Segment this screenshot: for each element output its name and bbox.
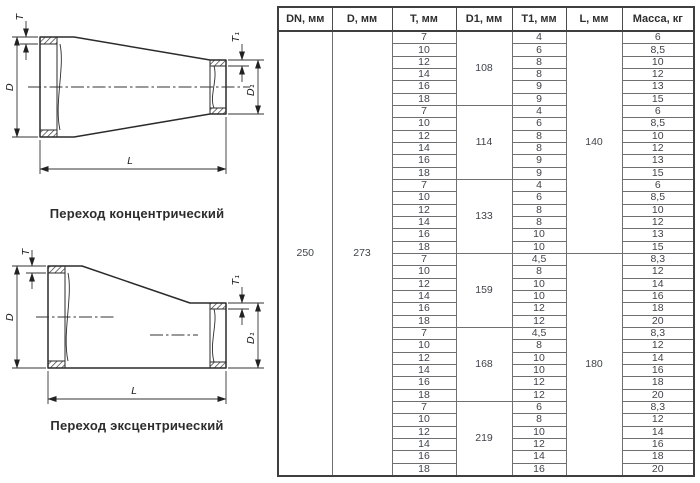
concentric-caption: Переход концентрический [49,206,225,221]
cell-t: 12 [392,130,456,142]
cell-t1: 8 [512,216,566,228]
cell-t: 12 [392,56,456,68]
cell-mass: 16 [622,438,694,450]
cell-t1: 6 [512,44,566,56]
cell-t1: 9 [512,93,566,105]
col-header-mass: Масса, кг [622,7,694,31]
cell-d1: 133 [456,179,512,253]
cell-mass: 20 [622,315,694,327]
cell-mass: 15 [622,93,694,105]
cell-mass: 12 [622,142,694,154]
hatch-section [48,266,65,273]
dim-label-t1: T₁ [231,274,242,285]
cell-t: 14 [392,364,456,376]
cell-mass: 8,5 [622,44,694,56]
cell-t1: 10 [512,364,566,376]
dim-label-d1: D₁ [246,84,257,96]
cell-t: 10 [392,340,456,352]
cell-t1: 12 [512,303,566,315]
cell-t: 10 [392,44,456,56]
cell-mass: 12 [622,69,694,81]
cell-t1: 4 [512,105,566,117]
dim-label-t: T [15,13,26,20]
cell-t: 18 [392,463,456,476]
cell-dn: 250 [278,31,332,476]
cell-t: 12 [392,352,456,364]
cell-mass: 14 [622,426,694,438]
cell-t1: 8 [512,56,566,68]
cell-mass: 6 [622,179,694,191]
cell-d1: 219 [456,401,512,476]
cell-t: 14 [392,142,456,154]
cell-t: 7 [392,327,456,339]
cell-t1: 4 [512,31,566,44]
dim-label-l: L [131,386,137,397]
cell-t1: 8 [512,204,566,216]
cell-t1: 12 [512,377,566,389]
cell-mass: 18 [622,377,694,389]
cell-t1: 8 [512,130,566,142]
cell-t1: 9 [512,81,566,93]
eccentric-caption: Переход эксцентрический [50,418,224,433]
cell-mass: 8,5 [622,192,694,204]
cell-t1: 10 [512,229,566,241]
cell-mass: 20 [622,463,694,476]
cell-mass: 14 [622,352,694,364]
col-header-d1: D1, мм [456,7,512,31]
cell-t1: 8 [512,142,566,154]
cell-t1: 6 [512,192,566,204]
cell-t1: 9 [512,167,566,179]
cell-mass: 12 [622,340,694,352]
dim-label-d1: D₁ [246,332,257,344]
cell-t: 18 [392,315,456,327]
cell-t: 16 [392,81,456,93]
cell-t1: 6 [512,401,566,413]
cell-mass: 12 [622,266,694,278]
cell-t1: 14 [512,451,566,463]
cell-mass: 10 [622,56,694,68]
cell-t1: 12 [512,389,566,401]
cell-mass: 8,3 [622,327,694,339]
cell-t1: 6 [512,118,566,130]
cell-t: 16 [392,229,456,241]
cell-d1: 159 [456,253,512,327]
drawings-panel [2,0,275,483]
eccentric-reducer-drawing [2,246,272,418]
col-header-dn: DN, мм [278,7,332,31]
hatch-section [40,37,57,44]
eccentric-dimensions [5,248,264,404]
cell-t1: 16 [512,463,566,476]
cell-mass: 13 [622,229,694,241]
hatch-section [48,361,65,368]
cell-d1: 108 [456,31,512,105]
cell-t: 18 [392,167,456,179]
cell-t1: 10 [512,241,566,253]
dim-label-d: D [5,83,16,91]
cell-t1: 10 [512,278,566,290]
dim-label-l: L [127,156,133,167]
cell-mass: 16 [622,290,694,302]
cell-mass: 8,3 [622,401,694,413]
cell-t: 14 [392,290,456,302]
cell-t: 7 [392,31,456,44]
eccentric-body-outline [36,266,226,368]
cell-t: 16 [392,155,456,167]
concentric-body-outline [28,37,250,137]
cell-t: 12 [392,278,456,290]
cell-t1: 10 [512,352,566,364]
cell-t: 7 [392,179,456,191]
table-row [278,31,694,44]
cell-t1: 4,5 [512,253,566,265]
cell-mass: 18 [622,303,694,315]
cell-mass: 20 [622,389,694,401]
cell-t: 18 [392,93,456,105]
cell-mass: 6 [622,105,694,117]
cell-t: 10 [392,266,456,278]
cell-l: 180 [566,253,622,476]
cell-mass: 16 [622,364,694,376]
cell-t: 14 [392,69,456,81]
cell-t1: 9 [512,155,566,167]
cell-mass: 12 [622,216,694,228]
cell-t: 12 [392,426,456,438]
cell-t: 7 [392,401,456,413]
spec-table-panel [277,6,693,477]
cell-t: 14 [392,438,456,450]
concentric-reducer-drawing [2,12,272,184]
cell-mass: 12 [622,414,694,426]
hatch-section [210,362,226,368]
hatch-section [210,108,226,114]
cell-mass: 14 [622,278,694,290]
col-header-l: L, мм [566,7,622,31]
cell-t: 14 [392,216,456,228]
hatch-section [210,60,226,66]
cell-t1: 8 [512,69,566,81]
col-header-t1: T1, мм [512,7,566,31]
cell-t1: 12 [512,315,566,327]
cell-mass: 8,3 [622,253,694,265]
cell-mass: 15 [622,167,694,179]
cell-d: 273 [332,31,392,476]
cell-t1: 8 [512,340,566,352]
cell-mass: 13 [622,81,694,93]
dim-label-d: D [5,313,16,321]
cell-mass: 10 [622,204,694,216]
col-header-d: D, мм [332,7,392,31]
cell-t: 16 [392,451,456,463]
cell-t: 16 [392,303,456,315]
cell-t: 16 [392,377,456,389]
table-header-row [278,7,694,31]
cell-t1: 8 [512,266,566,278]
cell-t1: 10 [512,426,566,438]
cell-t: 10 [392,414,456,426]
dim-label-t: T [21,248,32,255]
col-header-t: T, мм [392,7,456,31]
cell-t1: 12 [512,438,566,450]
hatch-section [210,303,226,309]
hatch-section [40,130,57,137]
cell-mass: 6 [622,31,694,44]
cell-l: 140 [566,31,622,253]
cell-t: 10 [392,118,456,130]
cell-d1: 114 [456,105,512,179]
cell-t: 18 [392,241,456,253]
cell-t: 18 [392,389,456,401]
dim-label-t1: T₁ [231,31,242,42]
spec-table [277,6,695,477]
cell-mass: 15 [622,241,694,253]
spec-table-body [278,31,694,476]
cell-t1: 4 [512,179,566,191]
cell-t: 7 [392,253,456,265]
cell-mass: 18 [622,451,694,463]
cell-mass: 8,5 [622,118,694,130]
cell-mass: 10 [622,130,694,142]
cell-t: 10 [392,192,456,204]
cell-t: 7 [392,105,456,117]
cell-t1: 4,5 [512,327,566,339]
cell-t1: 8 [512,414,566,426]
cell-d1: 168 [456,327,512,401]
cell-t: 12 [392,204,456,216]
cell-mass: 13 [622,155,694,167]
cell-t1: 10 [512,290,566,302]
